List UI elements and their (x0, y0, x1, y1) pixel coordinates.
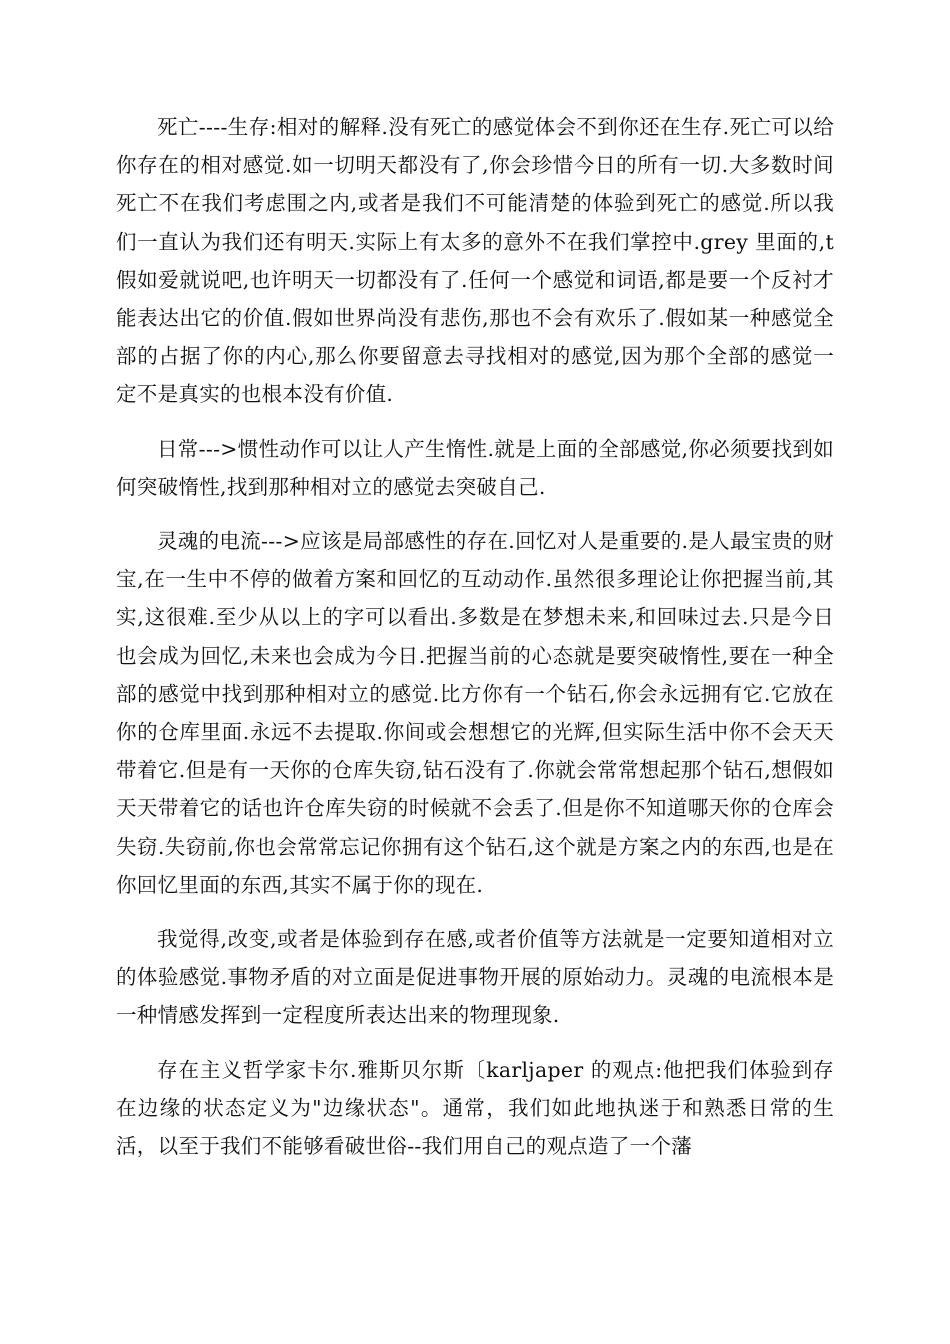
paragraph-jaspers: 存在主义哲学家卡尔.雅斯贝尔斯〔karljaper 的观点:他把我们体验到存在边缘的状态定义为"边缘状态"。通常，我们如此地执迷于和熟悉日常的生活，以至于我们不能够看破世俗--我们用自己的观点造了一个藩 (116, 1057, 834, 1159)
paragraph-soul-current: 灵魂的电流--->应该是局部感性的存在.回忆对人是重要的.是人最宝贵的财宝,在一生中不停的做着方案和回忆的互动动作.虽然很多理论让你把握当前,其实,这很难.至少从以上的字可以看出.多数是在梦想未来,和回味过去.只是今日也会成为回忆,未来也会成为今日.把握当前的心态就是要突破惰性,要在一种全部的感觉中找到那种相对立的感觉.比方你有一个钻石,你会永远拥有它.它放在你的仓库里面.永远不去提取.你间或会想想它的光辉,但实际生活中你不会天天带着它.但是有一天你的仓库失窃,钻石没有了.你就会常常想起那个钻石,想假如天天带着它的话也许仓库失窃的时候就不会丢了.但是你不知道哪天你的仓库会失窃.失窃前,你也会常常忘记你拥有这个钻石,这个就是方案之内的东西,也是在你回忆里面的东西,其实不属于你的现在. (116, 529, 834, 897)
paragraph-death-survival: 死亡----生存:相对的解释.没有死亡的感觉体会不到你还在生存.死亡可以给你存在的相对感觉.如一切明天都没有了,你会珍惜今日的所有一切.大多数时间死亡不在我们考虑围之内,或者是我们不可能清楚的体验到死亡的感觉.所以我们一直认为我们还有明天.实际上有太多的意外不在我们掌控中.grey 里面的,t 假如爱就说吧,也许明天一切都没有了.任何一个感觉和词语,都是要一个反衬才能表达出它的价值.假如世界尚没有悲伤,那也不会有欢乐了.假如某一种感觉全部的占据了你的内心,那么你要留意去寻找相对的感觉,因为那个全部的感觉一定不是真实的也根本没有价值. (116, 115, 834, 407)
paragraph-opinion: 我觉得,改变,或者是体验到存在感,或者价值等方法就是一定要知道相对立的体验感觉.事物矛盾的对立面是促进事物开展的原始动力。灵魂的电流根本是一种情感发挥到一定程度所表达出来的物理现象. (116, 927, 834, 1028)
document-body (116, 108, 834, 1181)
paragraph-daily-inertia: 日常--->惯性动作可以让人产生惰性.就是上面的全部感觉,你必须要找到如何突破惰性,找到那种相对立的感觉去突破自己. (116, 436, 834, 499)
